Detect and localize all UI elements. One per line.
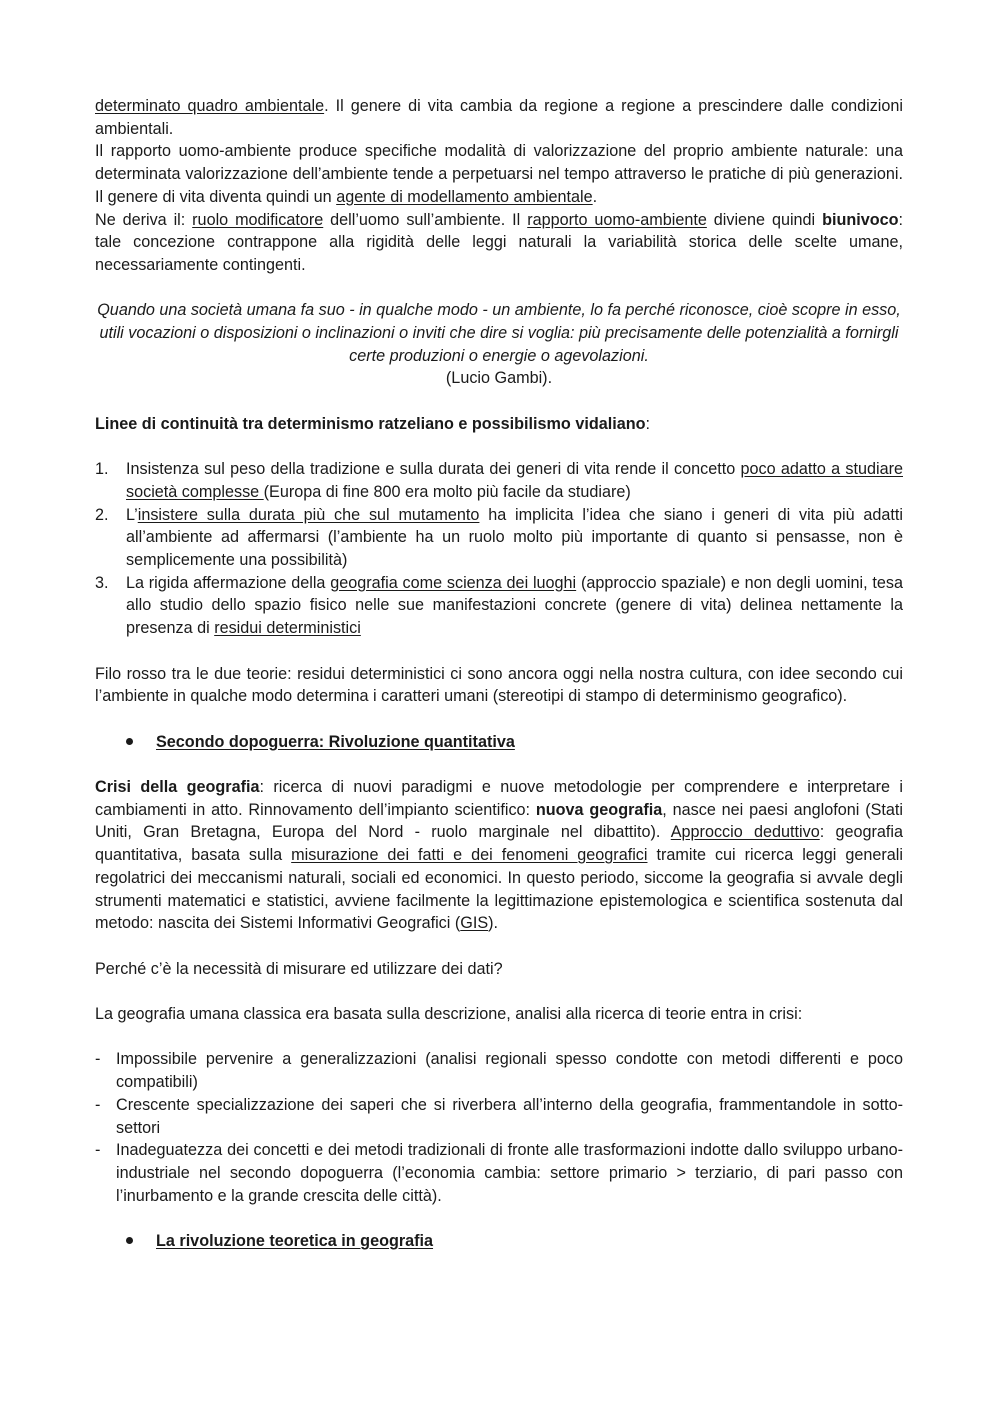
list-text: L’ (126, 505, 138, 524)
paragraph-text: ). (488, 914, 499, 933)
paragraph-text: tramite cui ricerca leggi generali regolatrici dei meccanismi naturali, sociali ed economici. In questo periodo, siccome la geografia si avvale degli strumenti matematici e statistici, avviene facilmente la legittimazione epistemologica e scientifica sostenuta dal metodo: nascita dei Sistemi Informativi Geografici ( (95, 846, 903, 933)
document-page (95, 95, 903, 1253)
underlined-term: GIS (460, 914, 489, 933)
paragraph-text: : tale concezione contrappone alla rigidità delle leggi naturali la variabilità storica delle scelte umane, necessariamente contingenti. (95, 210, 904, 274)
list-number: 3. (95, 573, 109, 592)
section-heading: La rivoluzione teoretica in geografia (156, 1232, 434, 1250)
list-item (95, 1048, 903, 1093)
paragraph-text: Il rapporto uomo-ambiente produce specifiche modalità di valorizzazione del proprio ambiente naturale: una determinata valorizzazione dell’ambiente tende a perpetuarsi nel tempo attraverso le pratiche di più generazioni. Il genere di vita diventa quindi un (95, 142, 903, 206)
underlined-term: insistere sulla durata più che sul mutamento (137, 505, 480, 524)
paragraph-text: , nasce nei paesi anglofoni (Stati Uniti, Gran Bretagna, Europa del Nord - ruolo marginale nel dibattito). (95, 800, 904, 842)
continuity-list (95, 458, 903, 640)
section-list (95, 731, 903, 754)
paragraph-crisi (95, 776, 903, 935)
spacer (95, 935, 903, 958)
spacer (95, 390, 903, 413)
paragraph-genere-di-vita (95, 95, 903, 140)
paragraph-rapporto-uomo-ambiente (95, 140, 903, 208)
spacer (95, 1026, 903, 1049)
underlined-term: poco adatto a studiare società complesse (126, 460, 903, 501)
list-text: Crescente specializzazione dei saperi che si riverbera all’interno della geografia, frammentandole in sotto-settori (116, 1095, 903, 1137)
heading-text: Linee di continuità tra determinismo ratzeliano e possibilismo vidaliano (95, 414, 646, 433)
paragraph-text: diviene quindi (706, 210, 823, 229)
paragraph-text: . (592, 187, 598, 206)
list-item (95, 458, 903, 503)
paragraph-ruolo-modificatore (95, 209, 903, 277)
list-item (95, 572, 903, 640)
spacer (95, 640, 903, 663)
list-number: 1. (95, 460, 109, 479)
spacer (95, 277, 903, 300)
list-text: La rigida affermazione della (126, 573, 331, 592)
paragraph-text: : ricerca di nuovi paradigmi e nuove metodologie per comprendere e interpretare i cambiamenti in atto. Rinnovamento dell’impianto scientifico: (95, 778, 903, 819)
list-text: (Europa di fine 800 era molto più facile da studiare) (263, 482, 631, 501)
dash-marker: - (95, 1095, 101, 1114)
list-item (95, 1139, 903, 1207)
bullet-icon (126, 738, 133, 745)
section-list (95, 1230, 903, 1253)
quote-author: (Lucio Gambi). (445, 369, 553, 388)
spacer (95, 753, 903, 776)
paragraph-question: Perché c’è la necessità di misurare ed utilizzare dei dati? (95, 959, 503, 978)
bullet-icon (126, 1237, 133, 1244)
bold-term: Crisi della geografia (95, 778, 260, 796)
bold-term: nuova geografia (535, 800, 663, 819)
list-text: Insistenza sul peso della tradizione e sulla durata dei generi di vita rende il concetto (126, 460, 741, 479)
underlined-term: Approccio deduttivo (670, 823, 820, 842)
paragraph-text: dell’uomo sull’ambiente. Il (323, 210, 528, 229)
bold-term: biunivoco (822, 210, 899, 229)
spacer (95, 1207, 903, 1230)
paragraph-classic: La geografia umana classica era basata sulla descrizione, analisi alla ricerca di teorie entra in crisi: (95, 1005, 803, 1023)
underlined-term: residui deterministici (214, 619, 361, 638)
dash-marker: - (95, 1050, 101, 1069)
list-text: Impossibile pervenire a generalizzazioni (analisi regionali spesso condotte con metodi differenti e poco compatibili) (116, 1050, 903, 1092)
paragraph-text: : geografia quantitativa, basata sulla (95, 823, 903, 865)
spacer (95, 436, 903, 459)
section-heading-item (95, 731, 903, 754)
list-text: Inadeguatezza dei concetti e dei metodi tradizionali di fronte alle trasformazioni indotte dallo sviluppo urbano-industriale nel secondo dopoguerra (l’economia cambia: settore primario > terziario, di pari passo con l’inurbamento e la grande crescita delle città). (116, 1141, 903, 1205)
list-number: 2. (95, 505, 109, 524)
paragraph-filo-rosso: Filo rosso tra le due teorie: residui deterministici ci sono ancora oggi nella nostra cultura, con idee secondo cui l’ambiente in qualche modo determina i caratteri umani (stereotipi di stampo di determinismo geografico). (95, 664, 903, 706)
underlined-term: ruolo modificatore (192, 210, 324, 229)
spacer (95, 708, 903, 731)
dash-list (95, 1048, 903, 1207)
continuity-heading (95, 413, 903, 436)
section-heading: Secondo dopoguerra: Rivoluzione quantitativa (156, 732, 515, 751)
underlined-term: agente di modellamento ambientale (336, 187, 593, 206)
heading-suffix: : (645, 414, 650, 433)
list-item (95, 504, 903, 572)
paragraph-text: Ne deriva il: (95, 210, 193, 229)
underlined-term: geografia come scienza dei luoghi (330, 573, 577, 592)
underlined-term: misurazione dei fatti e dei fenomeni geografici (291, 846, 648, 865)
list-text: ha implicita l’idea che siano i generi di vita più adatti all’ambiente ad affermarsi (l’ambiente ha un ruolo molto più importante di quanto si pensasse, non è semplicemente una possibilità) (126, 505, 903, 570)
list-item (95, 1094, 903, 1139)
underlined-term: rapporto uomo-ambiente (527, 210, 707, 229)
underlined-term: determinato quadro ambientale (95, 97, 325, 115)
spacer (95, 980, 903, 1003)
dash-marker: - (95, 1141, 101, 1160)
list-text: (approccio spaziale) e non degli uomini, tesa allo studio dello spazio fisico nelle sue manifestazioni concrete (genere di vita) delinea nettamente la presenza di (126, 573, 904, 638)
section-heading-item (95, 1230, 903, 1253)
quote-text: Quando una società umana fa suo - in qualche modo - un ambiente, lo fa perché riconosce, cioè scopre in esso, utili vocazioni o disposizioni o inclinazioni o inviti che dire si voglia: più precisamente delle potenzialità a fornirgli certe produzioni o energie o agevolazioni. (97, 301, 901, 365)
paragraph-text: . Il genere di vita cambia da regione a regione a prescindere dalle condizioni ambientali. (95, 97, 904, 138)
